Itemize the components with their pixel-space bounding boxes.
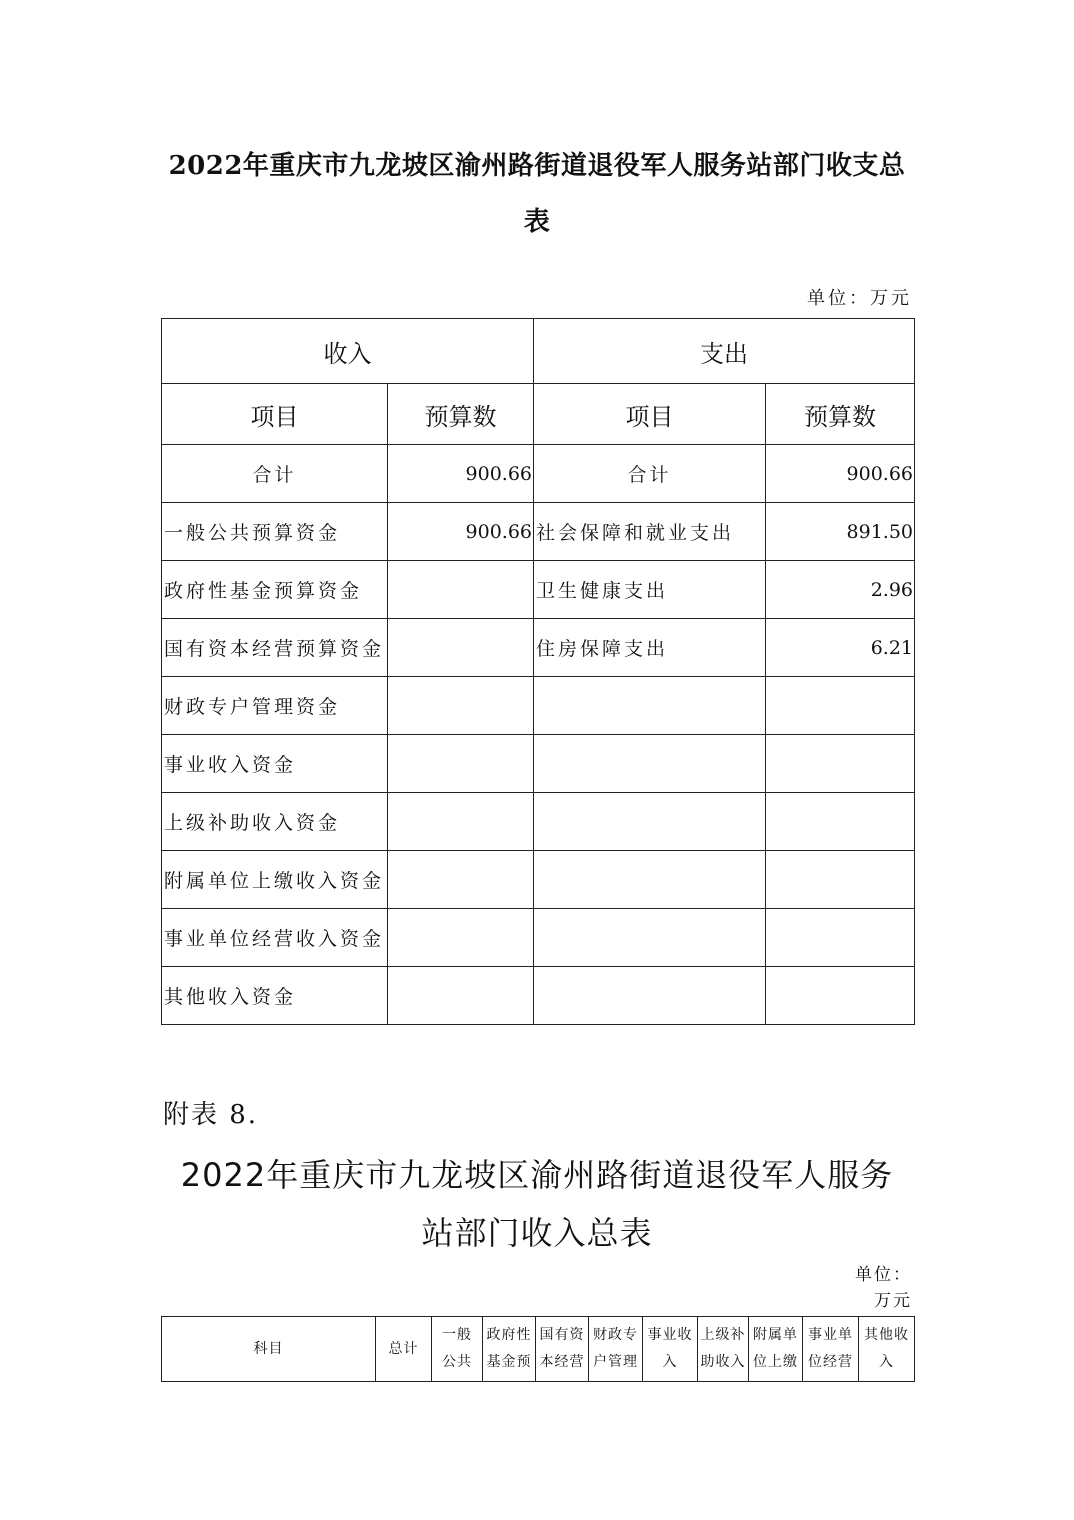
header-line1: 科目: [253, 1340, 284, 1357]
header-cell: [376, 1317, 432, 1382]
expense-value: [766, 967, 915, 1025]
expense-value: 6.21: [766, 619, 915, 677]
income-value: [388, 735, 534, 793]
income-value: [388, 793, 534, 851]
income-value: 900.66: [388, 503, 534, 561]
income-item: 事业收入资金: [162, 735, 388, 793]
header-line1: 事业收: [647, 1327, 693, 1343]
header-line1: 事业单: [808, 1327, 853, 1343]
income-item: 附属单位上缴收入资金: [162, 851, 388, 909]
income-item: 一般公共预算资金: [162, 503, 388, 561]
header-line1: 附属单: [753, 1327, 798, 1343]
table2-unit-line2: 万元: [874, 1291, 912, 1311]
expense-value: [766, 677, 915, 735]
budget-summary-table: [161, 318, 915, 1025]
table-header-row: [162, 1317, 915, 1382]
expense-item: 合计: [534, 445, 766, 503]
table1-unit: 单位：万元: [807, 288, 912, 309]
table-row: [162, 561, 915, 619]
expense-item: [534, 735, 766, 793]
table2-title: [160, 1146, 914, 1262]
expense-item: [534, 793, 766, 851]
income-value: [388, 619, 534, 677]
header-cell: [536, 1317, 589, 1382]
table-row: [162, 793, 915, 851]
income-item: 上级补助收入资金: [162, 793, 388, 851]
income-item: 政府性基金预算资金: [162, 561, 388, 619]
header-cell: [483, 1317, 536, 1382]
header-cell: [643, 1317, 698, 1382]
header-line2: 公共: [442, 1354, 472, 1370]
expense-item: [534, 967, 766, 1025]
income-budget-column-header: 预算数: [388, 384, 534, 445]
income-item-column-header: 项目: [162, 384, 388, 445]
income-value: [388, 561, 534, 619]
expense-item: [534, 909, 766, 967]
expense-item: [534, 677, 766, 735]
header-line1: 财政专: [593, 1327, 638, 1343]
income-value: [388, 677, 534, 735]
header-cell: [162, 1317, 376, 1382]
expense-value: 891.50: [766, 503, 915, 561]
income-item: 财政专户管理资金: [162, 677, 388, 735]
expense-value: [766, 735, 915, 793]
expense-value: 900.66: [766, 445, 915, 503]
header-cell: [432, 1317, 483, 1382]
header-line1: 一般: [442, 1327, 472, 1343]
header-cell: [803, 1317, 859, 1382]
header-line2: 户管理: [593, 1354, 638, 1370]
income-value: [388, 909, 534, 967]
table-row: [162, 445, 915, 503]
expense-item: 住房保障支出: [534, 619, 766, 677]
header-line1: 上级补: [700, 1327, 746, 1343]
header-line2: 入: [879, 1354, 894, 1370]
header-line2: 助收入: [700, 1354, 746, 1370]
expense-value: [766, 851, 915, 909]
expense-header: 支出: [534, 319, 915, 384]
income-value: [388, 967, 534, 1025]
income-value: 900.66: [388, 445, 534, 503]
appendix-label: 附表 8.: [163, 1100, 259, 1130]
header-line1: 总计: [388, 1340, 419, 1357]
expense-value: [766, 793, 915, 851]
header-cell: [589, 1317, 643, 1382]
expense-item-column-header: 项目: [534, 384, 766, 445]
table-row: [162, 909, 915, 967]
expense-value: 2.96: [766, 561, 915, 619]
income-value: [388, 851, 534, 909]
income-summary-table: [161, 1316, 915, 1382]
header-line2: 入: [662, 1354, 678, 1370]
table-row: [162, 503, 915, 561]
table-row: [162, 735, 915, 793]
header-line2: 位经营: [808, 1354, 853, 1370]
header-line1: 政府性: [486, 1327, 532, 1343]
income-header: 收入: [162, 319, 534, 384]
expense-item: 社会保障和就业支出: [534, 503, 766, 561]
income-item: 国有资本经营预算资金: [162, 619, 388, 677]
expense-item: [534, 851, 766, 909]
income-item: 事业单位经营收入资金: [162, 909, 388, 967]
header-line1: 其他收: [864, 1327, 909, 1343]
header-line2: 基金预: [486, 1354, 532, 1370]
table2-unit: [852, 1262, 912, 1314]
table-row: [162, 619, 915, 677]
table2-unit-line1: 单位：: [855, 1265, 912, 1285]
header-cell: [698, 1317, 749, 1382]
income-item: 合计: [162, 445, 388, 503]
header-line2: 本经营: [539, 1354, 585, 1370]
expense-item: 卫生健康支出: [534, 561, 766, 619]
header-cell: [859, 1317, 915, 1382]
table-row: [162, 851, 915, 909]
table2-title-line2: 站部门收入总表: [421, 1214, 653, 1252]
expense-budget-column-header: 预算数: [766, 384, 915, 445]
header-cell: [749, 1317, 803, 1382]
expense-value: [766, 909, 915, 967]
header-line2: 位上缴: [753, 1354, 798, 1370]
income-item: 其他收入资金: [162, 967, 388, 1025]
table-row: [162, 967, 915, 1025]
header-line1: 国有资: [539, 1327, 585, 1343]
table1-title: 2022年重庆市九龙坡区渝州路街道退役军人服务站部门收支总表: [168, 151, 906, 237]
table2-title-line1: 2022年重庆市九龙坡区渝州路街道退役军人服务: [180, 1156, 894, 1194]
table-row: [162, 677, 915, 735]
